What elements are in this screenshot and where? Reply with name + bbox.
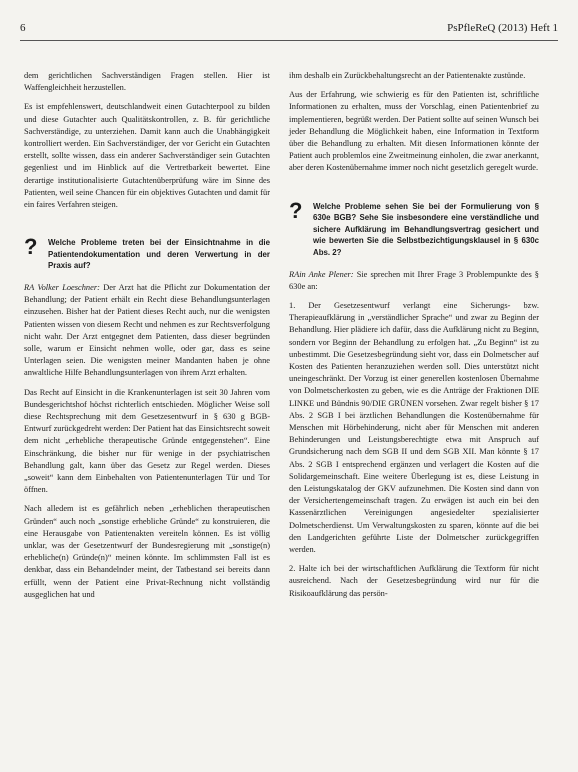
interview-question [289, 197, 539, 259]
right-column [289, 70, 539, 607]
paragraph: Aus der Erfahrung, wie schwierig es für den Patienten ist, schriftliche Informationen zu erhalten, muss der Vorschlag, einen Patientenbrief zu implementieren, begrüßt werden. Der Patient sollte auf seinen Wunsch bei jeder Behandlung die Möglichkeit haben, eine Information in Textform über die Behandlung zu erhalten. Mit diesen Informationen könnte der Patient auch problemlos eine Zweitmeinung einholen, die zwar anerkannt, aber deren Kostenübernahme immer noch nicht gesetzlich geregelt wurde. [289, 90, 539, 173]
paragraph: 2. Halte ich bei der wirtschaftlichen Aufklärung die Textform für nicht ausreichend. Nach der Gesetzesbegründung wird nur für die Risikoaufklärung das persön- [289, 564, 539, 598]
paragraph: Nach alledem ist es gefährlich neben „erheblichen therapeutischen Gründen“ auch noch „sonstige erhebliche Gründe“ zu konstruieren, die eine Herausgabe von Patientenakten vereiteln können. Es ist völlig unklar, was der Gesetzentwurf der Bundesregierung mit „sonstige(n) erhebliche(n) Gründe(n)“ meinen könnte. Im schlimmsten Fall ist es denkbar, dass ein Behandelnder meint, der Tatbestand sei bereits dann erfüllt, wenn der Patient eine Privat-Rechnung nicht vollständig ausgeglichen hat und [24, 504, 270, 599]
question-text: Welche Probleme treten bei der Einsichtnahme in die Patientendokumentation und deren Verwertung in der Praxis auf? [48, 238, 270, 271]
question-mark-icon: ? [24, 234, 38, 260]
paragraph: Das Recht auf Einsicht in die Krankenunterlagen ist seit 30 Jahren vom Bundesgerichtshof höchst richterlich entschieden. Möglicher Weise soll diese Rechtsprechung mit dem Gesetzesentwurf in § 630 g BGB-Entwurf zurückgedreht werden: Der Patient hat das Einsichtsrecht soweit dem nicht „erhebliche therapeutische Gründe entgegenstehen“. Eine Einschränkung, die bisher nur für wenige in der psychiatrischen Behandlung galt, kann über das Gesetz zur Regel werden. Dieses „soweit“ kann dem Einbehalten von Patientenunterlagen Tür und Tor öffnen. [24, 387, 270, 495]
paragraph: ihm deshalb ein Zurückbehaltungsrecht an der Patientenakte zustünde. [289, 71, 526, 80]
answer-text: Sie sprechen mit Ihrer Frage 3 Problempunkte des § 630e an: [289, 269, 539, 291]
question-text: Welche Probleme sehen Sie bei der Formulierung von § 630e BGB? Sehe Sie insbesondere eine verständliche und sichere Aufklärung im Behandlungsvertrag gesichert und wie bewerten Sie die Selbstbezichtigungsklausel in § 630c Abs. 2? [313, 201, 539, 257]
header-rule [20, 40, 558, 41]
page-header [20, 22, 558, 38]
paragraph: 1. Der Gesetzesentwurf verlangt eine Sicherungs- bzw. Therapieaufklärung in „verständlicher Sprache“ und zwar zu Beginn der Behandlung. Hier plädiere ich dafür, dass die Aufklärung nicht zu Beginn, sondern vor Beginn der Behandlung zu erfolgen hat. „Zu Beginn“ ist zu unbestimmt. Die Gesetzesbegründung sieht vor, dass ein Dolmetscher auf Kosten des Patienten heranzuziehen werden soll. Dies unterstützt nicht uneingeschränkt. Der Vorzug ist einer generellen kostenlosen Übernahme von Dolmetscherkosten zu geben, wie es die Anträge der Fraktionen DIE LINKE und Bündnis 90/DIE GRÜNEN vorsehen. Zwar regelt bisher § 17 Abs. 2 SGB I bei ärztlichen Behandlungen die Kostenübernahme für Menschen mit Hörbehinderung, nicht aber für Menschen mit anderen Behinderungen und Leistungsberechtigte etwa mit Anspruch auf Grundsicherung nach dem SGB II und dem SGB XII. Man könnte § 17 Abs. 2 SGB I entsprechend ergänzen und verlagert die Kosten auf die Solidargemeinschaft. Eine weitere Überlegung ist es, diese Leistung in den Leistungskatalog der GKV aufzunehmen. Die Kosten sind dann von der Versichertengemeinschaft tragen. Zu erwägen ist auch ein bei den Kassenärztlichen Vereinigungen angesiedelter spezialisierter Dolmetscherdienst. Um Verwaltungskosten zu sparen, könnte auf die bei den Landgerichten geführte Liste der Dolmetscher zurückgegriffen werden. [289, 301, 539, 555]
answer-text: Der Arzt hat die Pflicht zur Dokumentation der Behandlung; der Patient erhält ein Recht diese Behandlungsunterlagen einzusehen. Bisher hat der Patient dieses Recht auch, nur die wenigsten Patienten wissen von diesem Recht und nehmen es zur Rechtsverfolgung nicht wahr. Der Arzt entgegnet dem Patienten, dass dieser begründen solle, warum er Einsicht nehmen wolle, oder gar, dass es seine Unterlagen seien. Die wenigsten meiner Mandanten haben je ohne anwaltliche Hilfe Behandlungsunterlagen von ihrem Arzt erhalten. [24, 283, 270, 378]
speaker-name: RAin Anke Plener: [289, 269, 354, 279]
speaker-name: RA Volker Loeschner: [24, 283, 100, 293]
paragraph: Es ist empfehlenswert, deutschlandweit einen Gutachterpool zu bilden und diese Gutachter auch Qualitätskontrollen, z. B. für gerichtliche Sachverständige, zu unterziehen. Damit kann auch die Unabhängigkeit kontrolliert werden. Ein Sachverständiger, der vor Gericht ein Gutachten erstellt, sollte wissen, dass ein anderer Sachverständiger sein Gutachten gegenliest und im Hinblick auf die Vertretbarkeit bewertet. Eine derartige institutionalisierte Gutachtenüberprüfung wäre im Sinne des Patienten, weil seine Chancen für ein objektives Gutachten und damit für ein faires Verfahren steigen. [24, 102, 270, 210]
paragraph: dem gerichtlichen Sachverständigen Fragen stellen. Hier ist Waffengleichheit herzustellen. [24, 71, 270, 93]
journal-title: PsPfleReQ (2013) Heft 1 [447, 22, 558, 34]
page-number: 6 [20, 22, 26, 34]
interview-question [24, 234, 270, 272]
question-mark-icon: ? [289, 197, 303, 223]
left-column [24, 70, 270, 608]
answer-paragraph [24, 282, 270, 380]
answer-paragraph [289, 269, 539, 293]
